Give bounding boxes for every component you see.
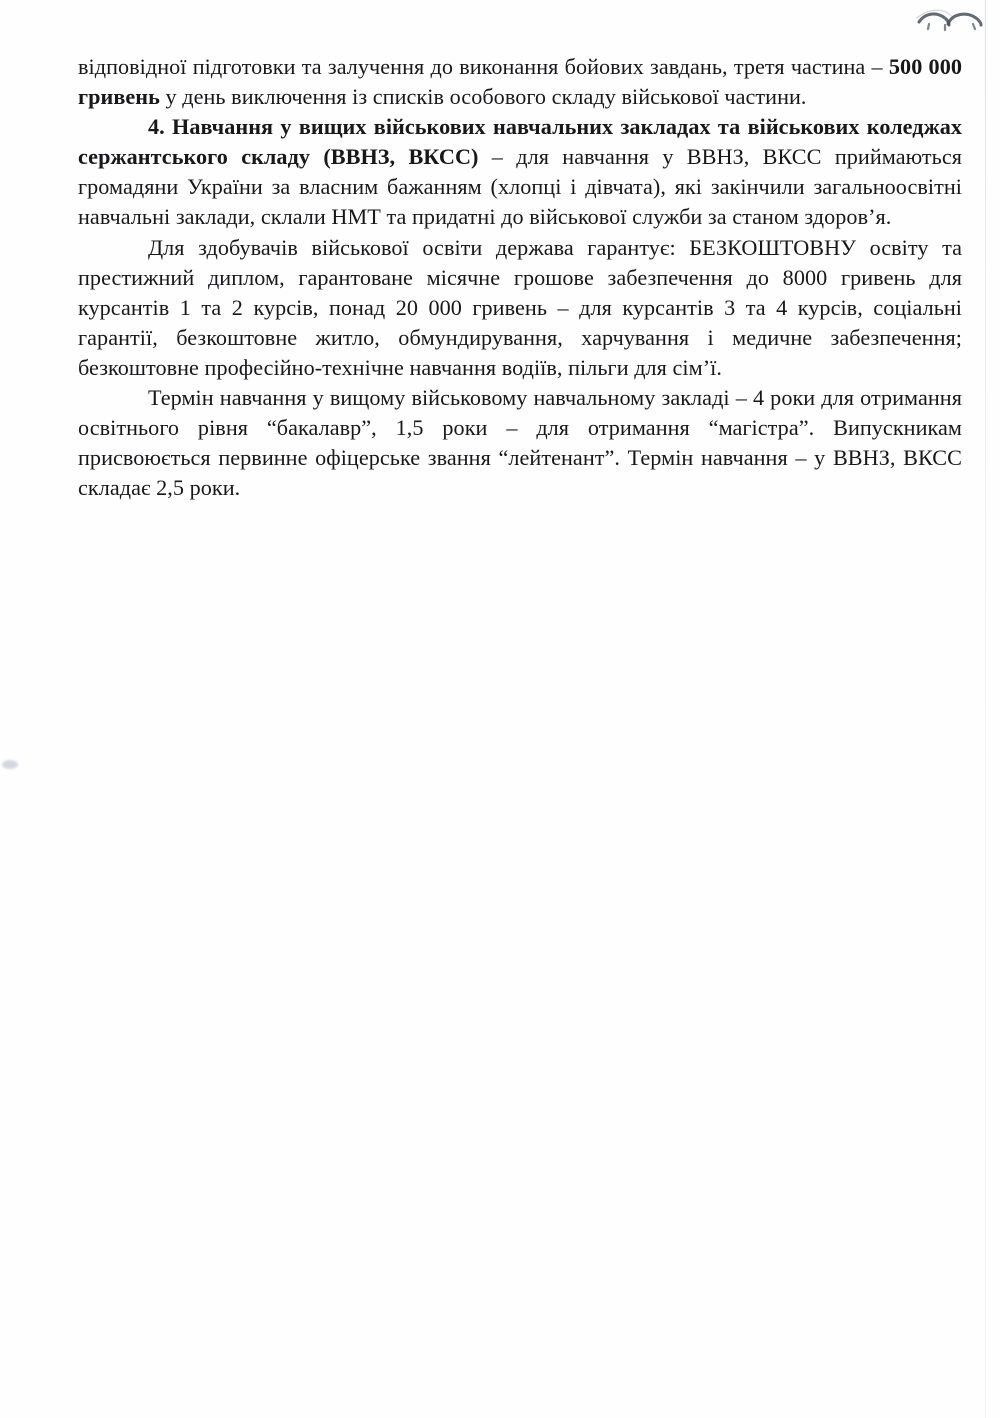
faint-scan-smudge [2,760,18,769]
scanner-page-edge-line [985,0,986,1418]
paragraph-1-run-1: відповідної підготовки та залучення до виконання бойових завдань, третя частина – [78,54,889,79]
paragraph-3-run-1: Для здобувачів військової освіти держава гарантує: БЕЗКОШТОВНУ освіту та престижний диплом, гарантоване місячне грошове забезпечення до 8000 гривень для курсантів 1 та 2 курсів, понад 20 000 гривень – для курсантів 3 та 4 курсів, соціальні гарантії, безкоштовне житло, обмундирування, харчування і медичне забезпечення; безкоштовне професійно-технічне навчання водіїв, пільги для сім’ї. [78,234,962,380]
paragraph-2-heading-bold: 4. Навчання у вищих військових навчальних закладах та військових коледжах сержантського складу (ВВНЗ, ВКСС) [78,114,962,170]
paragraph-4 [78,383,962,503]
document-body [78,52,962,503]
paragraph-4-run-1: Термін навчання у вищому військовому навчальному закладі – 4 роки для отримання освітнього рівня “бакалавр”, 1,5 роки – для отримання “магістра”. Випускникам присвоюється первинне офіцерське звання “лейтенант”. Термін навчання – у ВВНЗ, ВКСС складає 2,5 роки. [78,385,962,501]
paragraph-1-amount-bold: 500 000 гривень [78,54,962,110]
handwritten-ink-scribble-icon [915,4,985,38]
paragraph-3 [78,233,962,383]
paragraph-2 [78,112,962,232]
paragraph-2-run-2: – для навчання у ВВНЗ, ВКСС приймаються громадяни України за власним бажанням (хлопці і дівчата), які закінчили загальноосвітні навчальні заклади, склали НМТ та придатні до військової служби за станом здоров’я. [78,144,962,230]
paragraph-1 [78,52,962,112]
paragraph-1-run-3: у день виключення із списків особового складу військової частини. [159,84,807,110]
